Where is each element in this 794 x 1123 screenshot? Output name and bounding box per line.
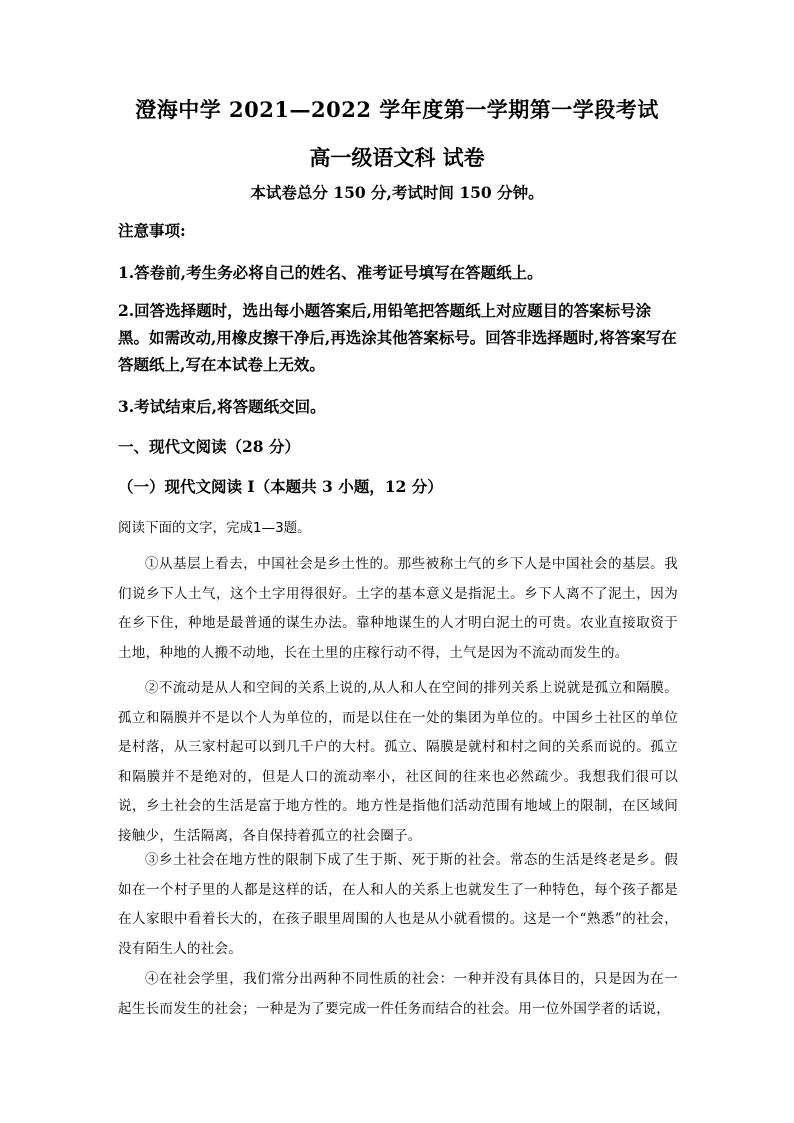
passage-paragraph-2: ②不流动是从人和空间的关系上说的,从人和人在空间的排列关系上说就是孤立和隔膜。孤立和隔膜并不是以个人为单位的，而是以住在一处的集团为单位的。中国乡土社区的单位是村落，从三家村起可以到几千户的大村。孤立、隔膜是就村和村之间的关系而说的。孤立和隔膜并不是绝对的，但是人口的流动率小，社区间的往来也必然疏少。我想我们很可以说，乡土社会的生活是富于地方性的。地方性是指他们活动范围有地域上的限制，在区域间接触少，生活隔离，各自保持着孤立的社会圈子。 (118, 680, 678, 844)
reading-instruction: 阅读下面的文字，完成1—3题。 (118, 520, 311, 536)
notice-heading: 注意事项: (118, 221, 186, 240)
passage-paragraph-1: ①从基层上看去，中国社会是乡土性的。那些被称土气的乡下人是中国社会的基层。我们说乡下人土气，这个土字用得很好。土字的基本意义是指泥土。乡下人离不了泥土，因为在乡下住，种地是最普通的谋生办法。靠种地谋生的人才明白泥土的可贵。农业直接取资于土地，种地的人搬不动地，长在土里的庄稼行动不得，土气是因为不流动而发生的。 (118, 556, 678, 661)
section-heading: 一、现代文阅读（28 分） (118, 437, 300, 456)
passage-paragraph-4: ④在社会学里，我们常分出两种不同性质的社会：一种并没有具体目的，只是因为在一起生长而发生的社会；一种是为了要完成一件任务而结合的社会。用一位外国学者的话说， (118, 971, 678, 1017)
notice-item-2: 2.回答选择题时，选出每小题答案后,用铅笔把答题纸上对应题目的答案标号涂黑。如需改动,用橡皮擦干净后,再选涂其他答案标号。回答非选择题时,将答案写在答题纸上,写在本试卷上无效。 (118, 301, 677, 374)
passage-paragraph-3: ③乡土社会在地方性的限制下成了生于斯、死于斯的社会。常态的生活是终老是乡。假如在一个村子里的人都是这样的话，在人和人的关系上也就发生了一种特色，每个孩子都是在人家眼中看着长大的，在孩子眼里周围的人也是从小就看惯的。这是一个“熟悉”的社会，没有陌生人的社会。 (118, 852, 678, 957)
exam-title: 澄海中学 2021—2022 学年度第一学期第一学段考试 (135, 97, 659, 122)
subsection-heading: （一）现代文阅读 I（本题共 3 小题，12 分） (118, 477, 443, 496)
exam-subject-title: 高一级语文科 试卷 (309, 145, 485, 170)
notice-item-1: 1.答卷前,考生务必将自己的姓名、准考证号填写在答题纸上。 (118, 263, 543, 282)
exam-score-time-note: 本试卷总分 150 分,考试时间 150 分钟。 (250, 183, 544, 202)
notice-item-3: 3.考试结束后,将答题纸交回。 (118, 397, 326, 416)
